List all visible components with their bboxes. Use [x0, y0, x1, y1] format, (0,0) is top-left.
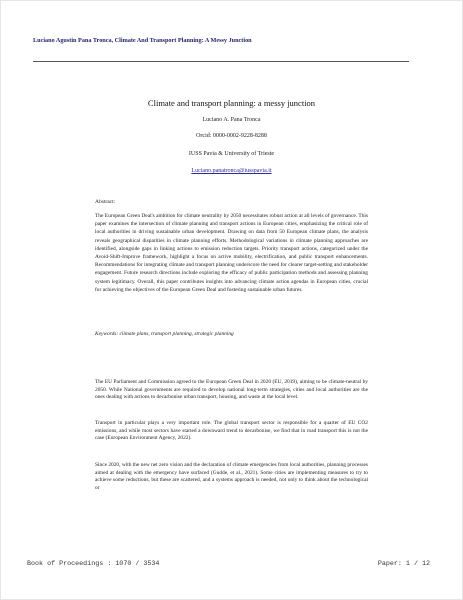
header-divider: [33, 61, 409, 62]
body-paragraph: Since 2020, with the new net zero vision and the declaration of climate emergencies from local authorities, planning processes aimed at dealing with the emergency have surfaced (Gudde, et al., 2021). Some cities are implementing measures to try to achieve some reductions, but these are scattered, and a systems approach is needed, not only to think about the technological or: [95, 462, 368, 491]
keywords: Keywords: climate plans, transport planning, strategic planning: [95, 331, 234, 337]
footer-proceedings: Book of Proceedings : 1070 / 3534: [27, 560, 160, 568]
affiliation: IUSS Pavia & University of Trieste: [188, 151, 275, 157]
running-header: Luciano Agustin Pana Tronca, Climate And Transport Planning: A Messy Junction: [33, 37, 252, 44]
body-paragraph: Transport in particular plays a very important role. The global transport sector is responsible for a quarter of EU CO2 emissions, and while most sectors have started a downward trend to decarbonise, we find that in road transport this is not the case (European Environment Agency, 2022).: [95, 420, 368, 442]
email-link-wrapper: [0, 168, 463, 174]
orcid-id: Orcid: 0000-0002-9228-8288: [196, 133, 267, 139]
paper-title: Climate and transport planning: a messy junction: [147, 98, 316, 108]
email-link[interactable]: Luciano.panatronca@iusspavia.it: [191, 168, 272, 174]
footer-page-number: Paper: 1 / 12: [377, 560, 430, 568]
abstract-text: The European Green Deal's ambition for climate neutrality by 2050 necessitates robust action at all levels of governance. This paper examines the intersection of climate planning and transport actions in European cities, emphasizing the critical role of local authorities in driving sustainable urban development. Drawing on data from 50 European climate plans, the analysis reveals geographical disparities in climate planning efforts. Methodological variations in climate planning approaches are identified, alongside gaps in linking actions to emission reduction targets. Priority transport actions, categorized under the Avoid-Shift-Improve framework, highlight a focus on active mobility, electrification, and public transport enhancements. Recommendations for integrating climate and transport planning underscore the need for clearer target-setting and stakeholder engagement. Future research directions include exploring the efficacy of public participation methods and assessing planning system legitimacy. Overall, this paper contributes insights into advancing climate action agendas in European cities, crucial for achieving the objectives of the European Green Deal and fostering sustainable urban futures.: [95, 213, 368, 293]
body-paragraph: The EU Parliament and Commission agreed to the European Green Deal in 2020 (EU, 2019), aiming to be climate-neutral by 2050. While National governments are required to develop national long-term strategies, cities and local authorities are the ones dealing with actions to decarbonise urban transport, housing, and waste at the local level.: [95, 379, 368, 401]
abstract-label: Abstract:: [95, 199, 116, 205]
author-name: Luciano A. Pana Tronca: [202, 117, 261, 123]
